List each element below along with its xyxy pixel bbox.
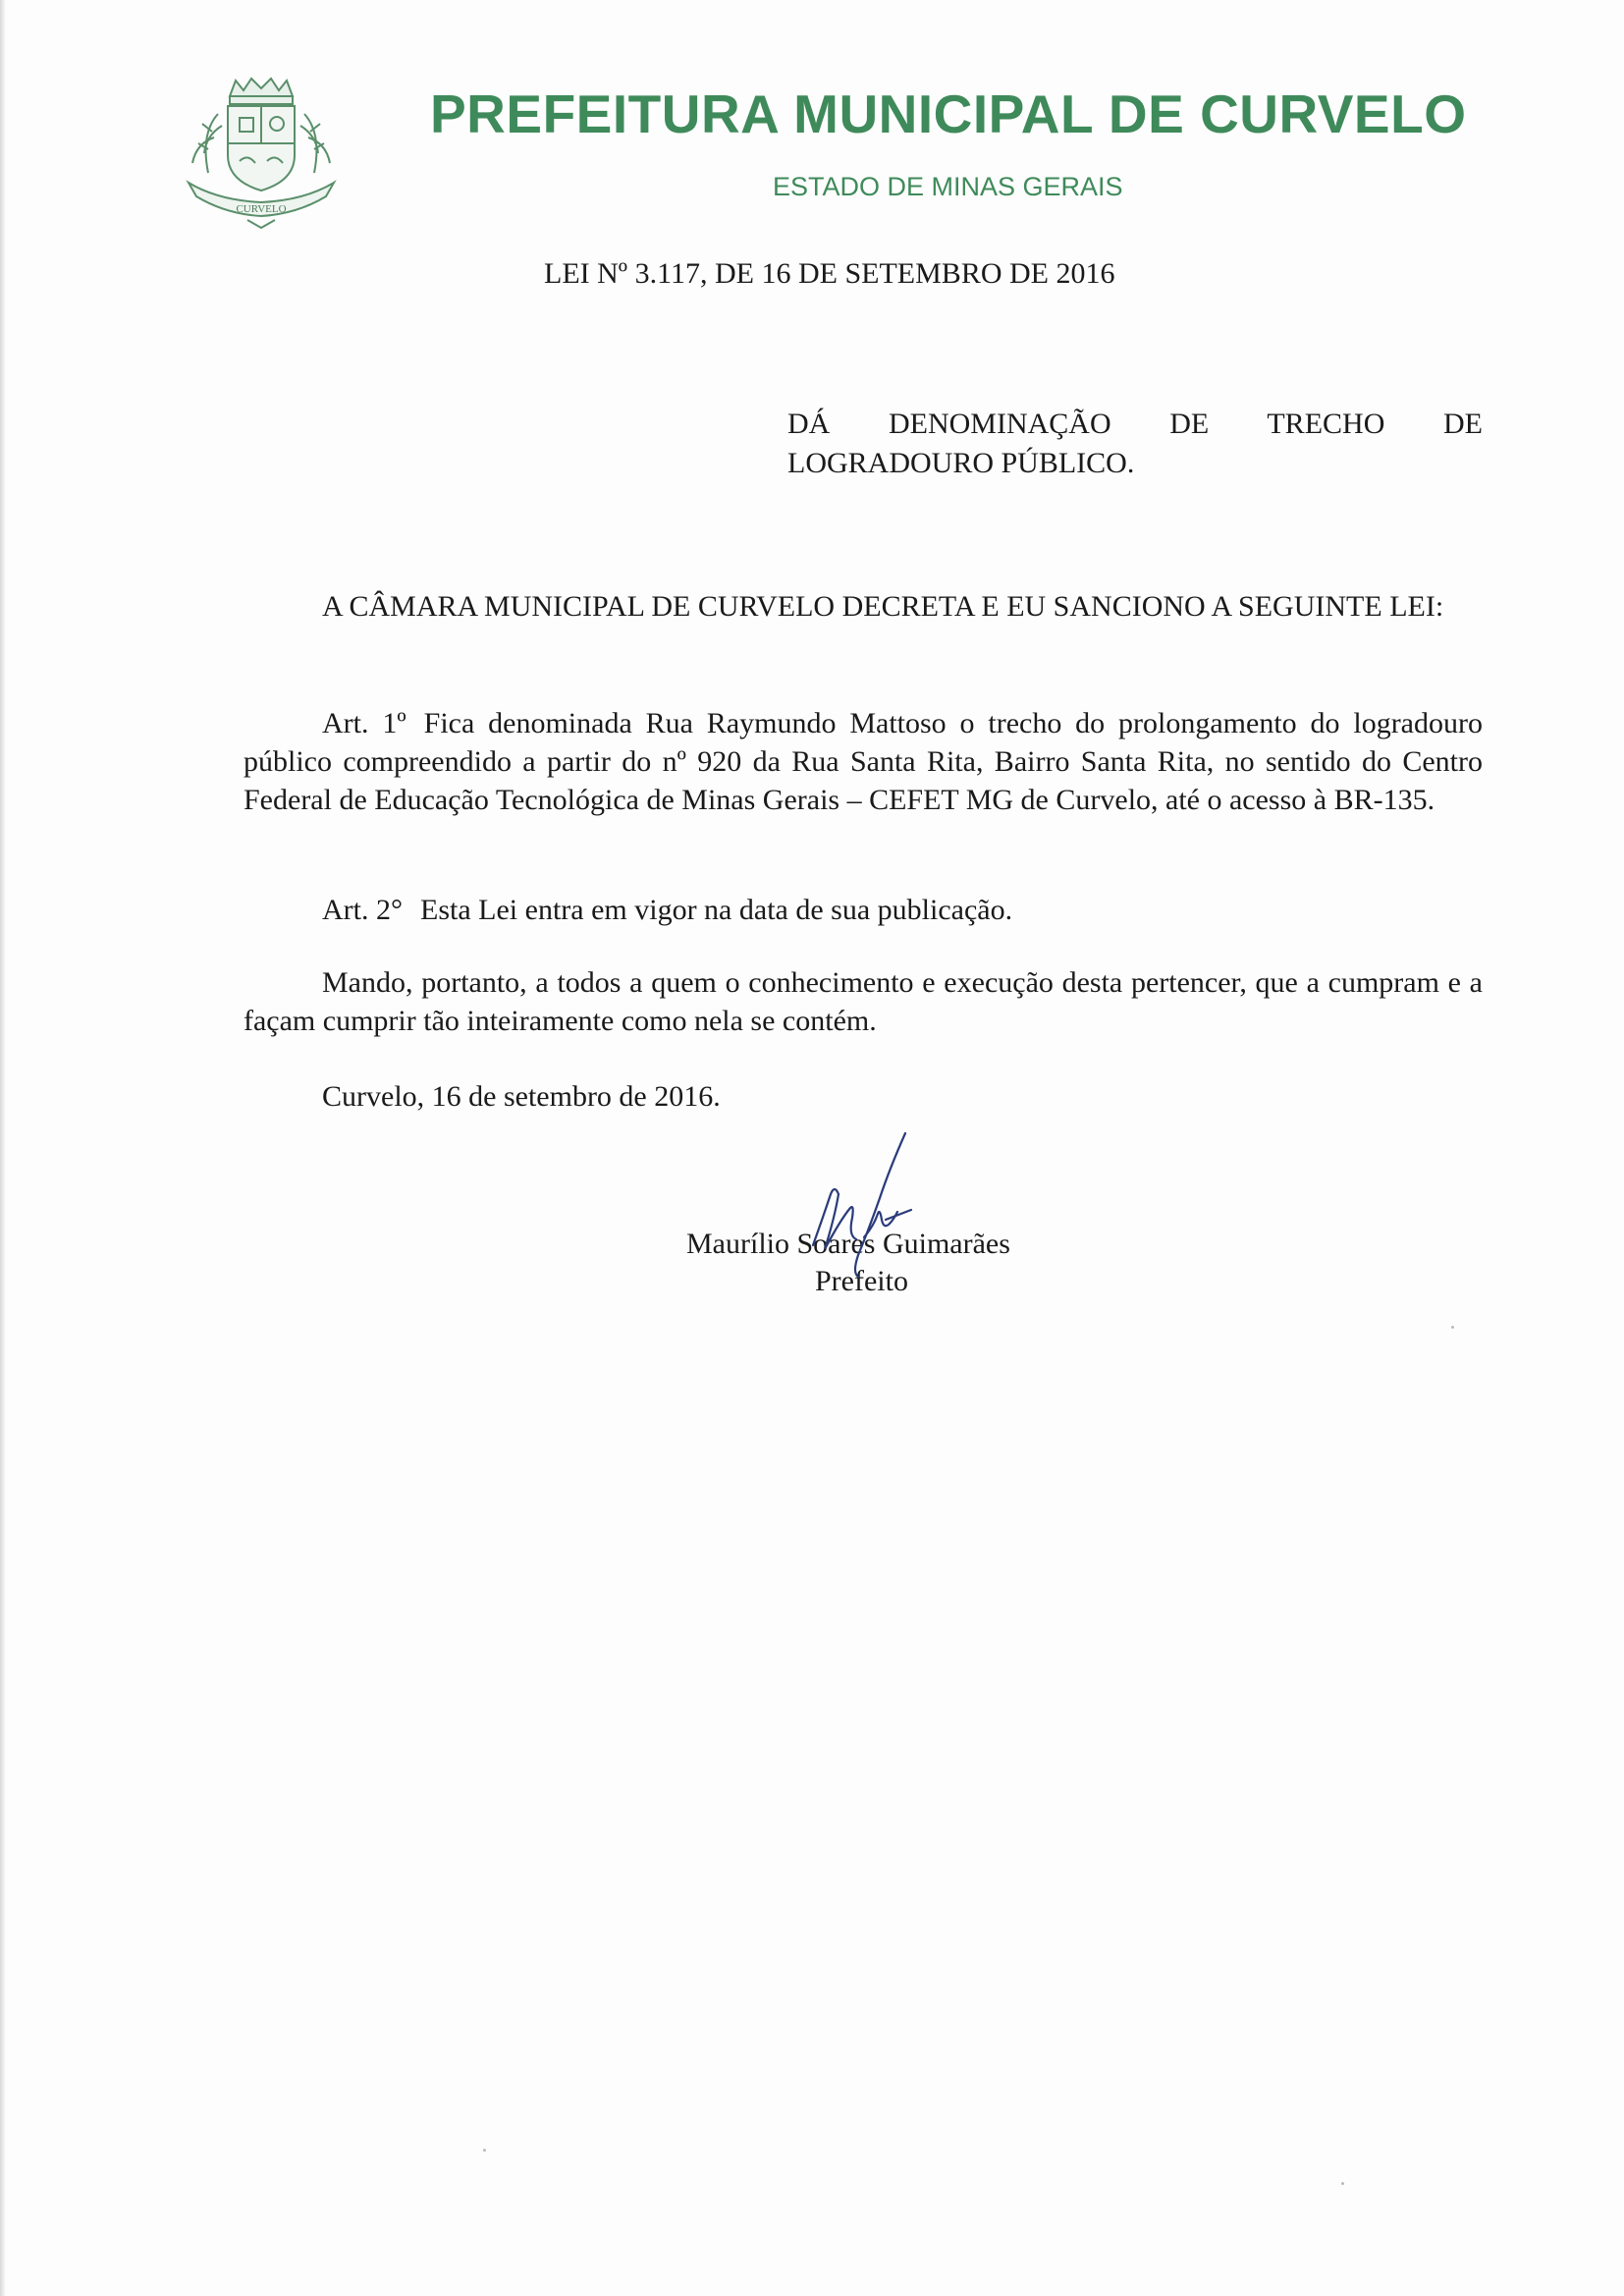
article-1-text: Fica denominada Rua Raymundo Mattoso o trecho do prolongamento do logradouro público compreendido a partir do nº 920 da Rua Santa Rita, Bairro Santa Rita, no sentido do Centro Federal de Educação Tecnológica de Minas Gerais – CEFET MG de Curvelo, até o acesso à BR-135. — [244, 707, 1483, 816]
article-1-label: Art. 1º — [322, 707, 406, 739]
scan-speck — [1341, 2182, 1344, 2185]
article-2-label: Art. 2° — [322, 894, 403, 926]
ementa-line-2: LOGRADOURO PÚBLICO. — [787, 447, 1135, 479]
coat-of-arms-icon — [179, 75, 344, 230]
scan-speck — [483, 2149, 486, 2152]
date-line: Curvelo, 16 de setembro de 2016. — [322, 1080, 721, 1113]
signer-role: Prefeito — [815, 1265, 908, 1297]
article-1 — [244, 704, 1483, 819]
article-2-text: Esta Lei entra em vigor na data de sua publicação. — [420, 894, 1013, 926]
ementa-line-1: DÁ DENOMINAÇÃO DE TRECHO DE — [787, 408, 1483, 440]
scan-edge-shadow — [0, 0, 6, 2296]
mando-paragraph: Mando, portanto, a todos a quem o conhecimento e execução desta pertencer, que a cumpram e a façam cumprir tão inteiramente como nela se contém. — [244, 966, 1483, 1037]
article-2 — [244, 891, 1483, 929]
prefeitura-title: PREFEITURA MUNICIPAL DE CURVELO — [430, 83, 1467, 144]
intro-paragraph: A CÂMARA MUNICIPAL DE CURVELO DECRETA E EU SANCIONO A SEGUINTE LEI: — [322, 590, 1444, 623]
signer-name: Maurílio Soares Guimarães — [686, 1228, 1010, 1260]
signature — [677, 1129, 1090, 1306]
law-number-title: LEI Nº 3.117, DE 16 DE SETEMBRO DE 2016 — [544, 257, 1115, 290]
crest-ribbon-text: CURVELO — [236, 203, 287, 215]
scan-speck — [1451, 1326, 1454, 1329]
state-subtitle: ESTADO DE MINAS GERAIS — [773, 172, 1123, 201]
signature-scribble-icon — [795, 1129, 1011, 1296]
law-ementa — [787, 405, 1483, 483]
